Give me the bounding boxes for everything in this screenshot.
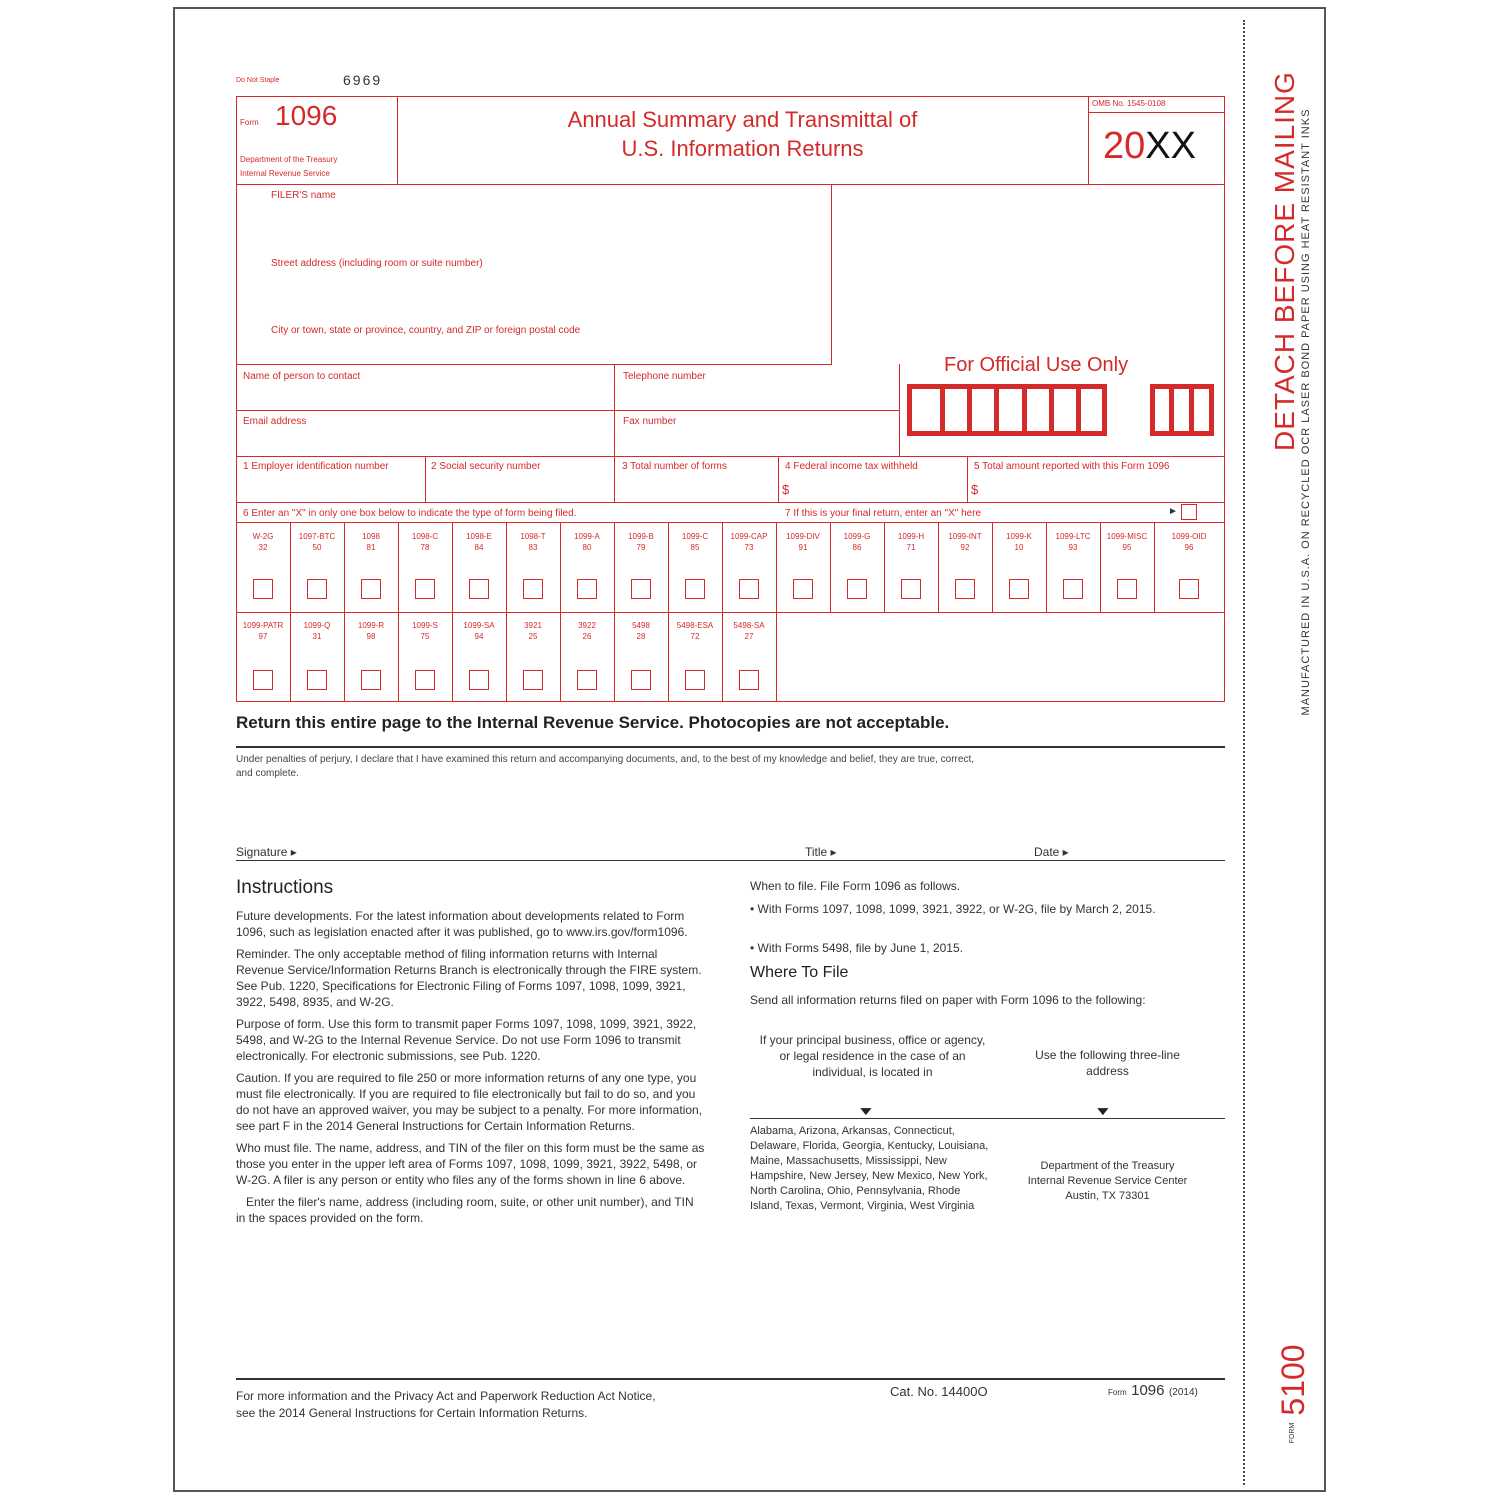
para-who-must-file: Who must file. The name, address, and TIN of the filer on this form must be the same as those you enter in the upper left area of Forms 1097, 1098, 1099, 3921, 3922, 5498, or W-2G. A filer is any person or entity who files any of the forms shown in line 6 above. (236, 1141, 705, 1187)
form-type-checkbox[interactable] (1009, 579, 1029, 599)
form-type-code: 28 (636, 632, 646, 641)
box-divider (614, 456, 615, 502)
form-number: 1096 (275, 100, 338, 131)
cat-number: Cat. No. 14400O (890, 1384, 988, 1399)
arrow-icon: ► (1168, 506, 1178, 517)
form-type-name: 1099-LTC (1055, 532, 1091, 541)
form-type-checkbox[interactable] (577, 579, 597, 599)
privacy-line2: see the 2014 General Instructions for Certain Information Returns. (236, 1406, 588, 1420)
footer-form-year: (2014) (1168, 1387, 1198, 1398)
form-type-checkbox[interactable] (307, 579, 327, 599)
form-type-code: 91 (798, 543, 808, 552)
box2-label: 2 Social security number (431, 461, 541, 472)
filer-bottom (236, 364, 832, 365)
form-type-code: 84 (474, 543, 484, 552)
form-type-name: 1099-Q (303, 621, 331, 630)
box-divider (425, 456, 426, 502)
perjury-line1: Under penalties of perjury, I declare that I have examined this return and accompanying documents, and, to the best of my knowledge and belief, they are true, correct, (236, 754, 975, 765)
para-reminder: Reminder. The only acceptable method of filing information returns with Internal Revenue Service/Information Returns Branch is electronically through the FIRE system. See Pub. 1220, Specifications for Electronic Filing of Forms 1097, 1098, 1099, 3921, 3922, 5498, 8935, and W-2G. (236, 947, 702, 1009)
official-use-label: For Official Use Only (944, 354, 1129, 376)
grid-row-divider (236, 612, 1225, 613)
where-col1-head: If your principal business, office or agency, or legal residence in the case of an individual, is located in (759, 1033, 986, 1079)
where-to-file-heading: Where To File (750, 964, 849, 981)
form-type-name: 1098-C (411, 532, 439, 541)
arrow-down-icon: ▼ (856, 1104, 876, 1118)
side-form-code: 5100 (1275, 1344, 1311, 1416)
form-type-code: 96 (1184, 543, 1194, 552)
box5-label: 5 Total amount reported with this Form 1096 (974, 461, 1170, 472)
year-suffix: XX (1145, 125, 1196, 167)
form-type-name: 1099-SA (463, 621, 495, 630)
form-type-checkbox[interactable] (739, 670, 759, 690)
line7-final-return: 7 If this is your final return, enter an "X" here (785, 508, 982, 519)
para-purpose: Purpose of form. Use this form to transmit paper Forms 1097, 1098, 1099, 3921, 3922, 5498, and W-2G to the Internal Revenue Service. Do not use Form 1096 to transmit electronically. For electronic submissions, see Pub. 1220. (236, 1017, 697, 1063)
contact-bottom (236, 456, 1225, 457)
instructions-left-column (236, 908, 706, 1232)
form-type-code: 32 (258, 543, 268, 552)
notice-rule (236, 746, 1225, 748)
irs-label: Internal Revenue Service (240, 169, 330, 178)
form-type-name: 1099-C (681, 532, 709, 541)
box-divider (778, 456, 779, 502)
form-type-name: 1099-MISC (1106, 532, 1148, 541)
contact-person-label: Name of person to contact (243, 371, 361, 382)
form-type-code: 85 (690, 543, 700, 552)
manufactured-notice: MANUFACTURED IN U.S.A. ON RECYCLED OCR LASER BOND PAPER USING HEAT RESISTANT INKS (1300, 108, 1312, 716)
form-type-code: 97 (258, 632, 268, 641)
final-return-checkbox[interactable] (1181, 504, 1197, 520)
form-type-code: 81 (366, 543, 376, 552)
form-type-code: 72 (690, 632, 700, 641)
form-type-code: 93 (1068, 543, 1078, 552)
form-type-code: 95 (1122, 543, 1132, 552)
form-type-name: 1099-A (574, 532, 600, 541)
form-type-code: 71 (906, 543, 916, 552)
footer-form-label: Form (1108, 1388, 1127, 1397)
side-form-word: FORM (1289, 1422, 1296, 1444)
form-type-name: 1099-R (357, 621, 385, 630)
when-to-file: When to file. File Form 1096 as follows. (750, 879, 961, 893)
form-type-code: 94 (474, 632, 484, 641)
signature-label: Signature ▸ (236, 845, 297, 859)
form-type-checkbox[interactable] (793, 579, 813, 599)
date-label: Date ▸ (1034, 845, 1069, 859)
form-type-name: 1099-PATR (242, 621, 284, 630)
form-type-checkbox[interactable] (523, 579, 543, 599)
form-type-checkbox[interactable] (739, 579, 759, 599)
footer-form-id (1108, 1382, 1198, 1400)
filer-street-label: Street address (including room or suite number) (271, 258, 483, 269)
arrow-down-icon: ▼ (1093, 1104, 1113, 1118)
form-type-name: W-2G (252, 532, 274, 541)
boxes-bottom (236, 502, 1225, 503)
form-type-code: 83 (528, 543, 538, 552)
form-type-checkbox[interactable] (1063, 579, 1083, 599)
form-type-code: 79 (636, 543, 646, 552)
form-type-code: 31 (312, 632, 322, 641)
dept-treasury: Department of the Treasury (240, 155, 338, 164)
where-rule (750, 1118, 1225, 1119)
form-title-line1: Annual Summary and Transmittal of (567, 107, 918, 132)
email-label: Email address (243, 416, 307, 427)
omb-number: OMB No. 1545-0108 (1092, 99, 1166, 108)
filer-city-label: City or town, state or province, country, and ZIP or foreign postal code (271, 325, 581, 336)
form-type-checkbox[interactable] (901, 579, 921, 599)
irs-address-line1: Department of the Treasury (1040, 1160, 1175, 1172)
form-type-name: 1099-S (412, 621, 438, 630)
form-type-code: 50 (312, 543, 322, 552)
form-type-checkbox[interactable] (847, 579, 867, 599)
form-type-name: 5498-SA (733, 621, 765, 630)
irs-address-line3: Austin, TX 73301 (1065, 1190, 1150, 1202)
form-type-name: 1098-E (466, 532, 492, 541)
where-text: Send all information returns filed on paper with Form 1096 to the following: (750, 993, 1146, 1007)
form-type-checkbox[interactable] (307, 670, 327, 690)
form-type-code: 75 (420, 632, 430, 641)
official-use-box-1 (907, 384, 1107, 436)
box4-label: 4 Federal income tax withheld (785, 461, 918, 472)
form-type-checkbox[interactable] (253, 579, 273, 599)
header-divider (1088, 96, 1089, 184)
para-caution: Caution. If you are required to file 250 or more information returns of any one type, you must file electronically. If you are required to file electronically but fail to do so, and you do not have an approved waiver, you may be subject to a penalty. For more information, see part F in the 2014 General Instructions for Certain Information Returns. (236, 1071, 703, 1133)
form-type-checkbox[interactable] (361, 579, 381, 599)
form-type-name: 5498 (632, 621, 650, 630)
form-type-checkbox[interactable] (415, 670, 435, 690)
para-enter-filer: Enter the filer's name, address (including room, suite, or other unit number), and TIN in the spaces provided on the form. (236, 1195, 697, 1225)
form-type-checkbox[interactable] (469, 579, 489, 599)
form-type-checkbox[interactable] (1179, 579, 1199, 599)
para-future: Future developments. For the latest information about developments related to Form 1096, such as legislation enacted after it was published, go to www.irs.gov/form1096. (236, 909, 688, 939)
form-type-name: 1099-G (843, 532, 871, 541)
form-type-name: 1099-H (897, 532, 925, 541)
official-use-box-2 (1150, 384, 1214, 436)
form-type-checkbox[interactable] (361, 670, 381, 690)
form-type-name: 1099-OID (1171, 532, 1207, 541)
form-type-name: 3921 (524, 621, 542, 630)
when-bullet-1: • With Forms 1097, 1098, 1099, 3921, 3922, or W-2G, file by March 2, 2015. (750, 902, 1156, 916)
year-prefix: 20 (1103, 125, 1146, 167)
form-type-checkbox[interactable] (1117, 579, 1137, 599)
box3-label: 3 Total number of forms (622, 461, 727, 472)
contact-mid (236, 410, 900, 411)
detach-before-mailing: DETACH BEFORE MAILING (1269, 71, 1300, 451)
form-type-name: 3922 (578, 621, 596, 630)
filer-right-divider (831, 184, 832, 364)
form-type-code: 86 (852, 543, 862, 552)
header-bottom (236, 184, 1225, 185)
form-type-name: 1097-BTC (298, 532, 336, 541)
form-type-name: 1099-K (1006, 532, 1032, 541)
form-type-code: 27 (744, 632, 754, 641)
box4-dollar: $ (782, 482, 790, 497)
filer-name-label: FILER'S name (271, 190, 336, 201)
form-type-code: 78 (420, 543, 430, 552)
form-type-name: 1099-DIV (786, 532, 820, 541)
form-type-checkbox[interactable] (685, 670, 705, 690)
instructions-heading: Instructions (236, 877, 334, 898)
form-type-checkbox[interactable] (415, 579, 435, 599)
form-type-name: 5498-ESA (676, 621, 714, 630)
form-type-code: 80 (582, 543, 592, 552)
form-type-checkbox[interactable] (253, 670, 273, 690)
box5-dollar: $ (971, 482, 979, 497)
form-code: 6969 (343, 72, 383, 88)
when-bullet-2: • With Forms 5498, file by June 1, 2015. (750, 941, 963, 955)
form-type-checkbox[interactable] (469, 670, 489, 690)
form-prefix: Form (240, 118, 259, 127)
privacy-line1: For more information and the Privacy Act and Paperwork Reduction Act Notice, (236, 1389, 656, 1403)
omb-divider (1088, 112, 1225, 113)
irs-address-line2: Internal Revenue Service Center (1027, 1175, 1188, 1187)
box-divider (967, 456, 968, 502)
title-label: Title ▸ (805, 845, 837, 859)
return-notice: Return this entire page to the Internal Revenue Service. Photocopies are not acceptable. (236, 713, 950, 732)
telephone-label: Telephone number (623, 371, 706, 382)
form-type-name: 1099-CAP (730, 532, 768, 541)
line6-divider (236, 522, 1225, 523)
fax-label: Fax number (623, 416, 677, 427)
do-not-staple: Do Not Staple (236, 77, 280, 84)
form-type-code: 26 (582, 632, 592, 641)
form-type-code: 92 (960, 543, 970, 552)
perforation-line (1243, 20, 1245, 1485)
form-type-name: 1098-T (520, 532, 546, 541)
form-type-checkbox[interactable] (955, 579, 975, 599)
form-type-checkbox[interactable] (523, 670, 543, 690)
footer-rule (236, 1378, 1225, 1380)
signature-rule (236, 860, 1225, 861)
form-type-checkbox[interactable] (631, 670, 651, 690)
form-type-name: 1099-INT (948, 532, 982, 541)
form-type-checkbox[interactable] (685, 579, 705, 599)
form-type-code: 98 (366, 632, 376, 641)
box1-label: 1 Employer identification number (243, 461, 389, 472)
tax-year (1103, 126, 1196, 166)
form-type-name: 1099-B (628, 532, 654, 541)
form-type-code: 25 (528, 632, 538, 641)
form-type-code: 10 (1014, 543, 1024, 552)
form-type-name: 1098 (362, 532, 380, 541)
states-list: Alabama, Arizona, Arkansas, Connecticut, Delaware, Florida, Georgia, Kentucky, Louisiana, Maine, Massachusetts, Mississippi, New Hampshire, New Jersey, New Mexico, New York, North Carolina, Ohio, Pennsylvania, Rhode Island, Texas, Vermont, Virginia, West Virginia (750, 1125, 989, 1212)
form-type-checkbox[interactable] (631, 579, 651, 599)
form-title-line2: U.S. Information Returns (621, 136, 864, 161)
footer-form-number: 1096 (1131, 1382, 1165, 1399)
where-col2-head: Use the following three-line address (1035, 1048, 1180, 1078)
perjury-line2: and complete. (236, 768, 299, 779)
form-type-code: 73 (744, 543, 754, 552)
form-type-checkbox[interactable] (577, 670, 597, 690)
line6-instruction: 6 Enter an "X" in only one box below to indicate the type of form being filed. (243, 508, 577, 519)
